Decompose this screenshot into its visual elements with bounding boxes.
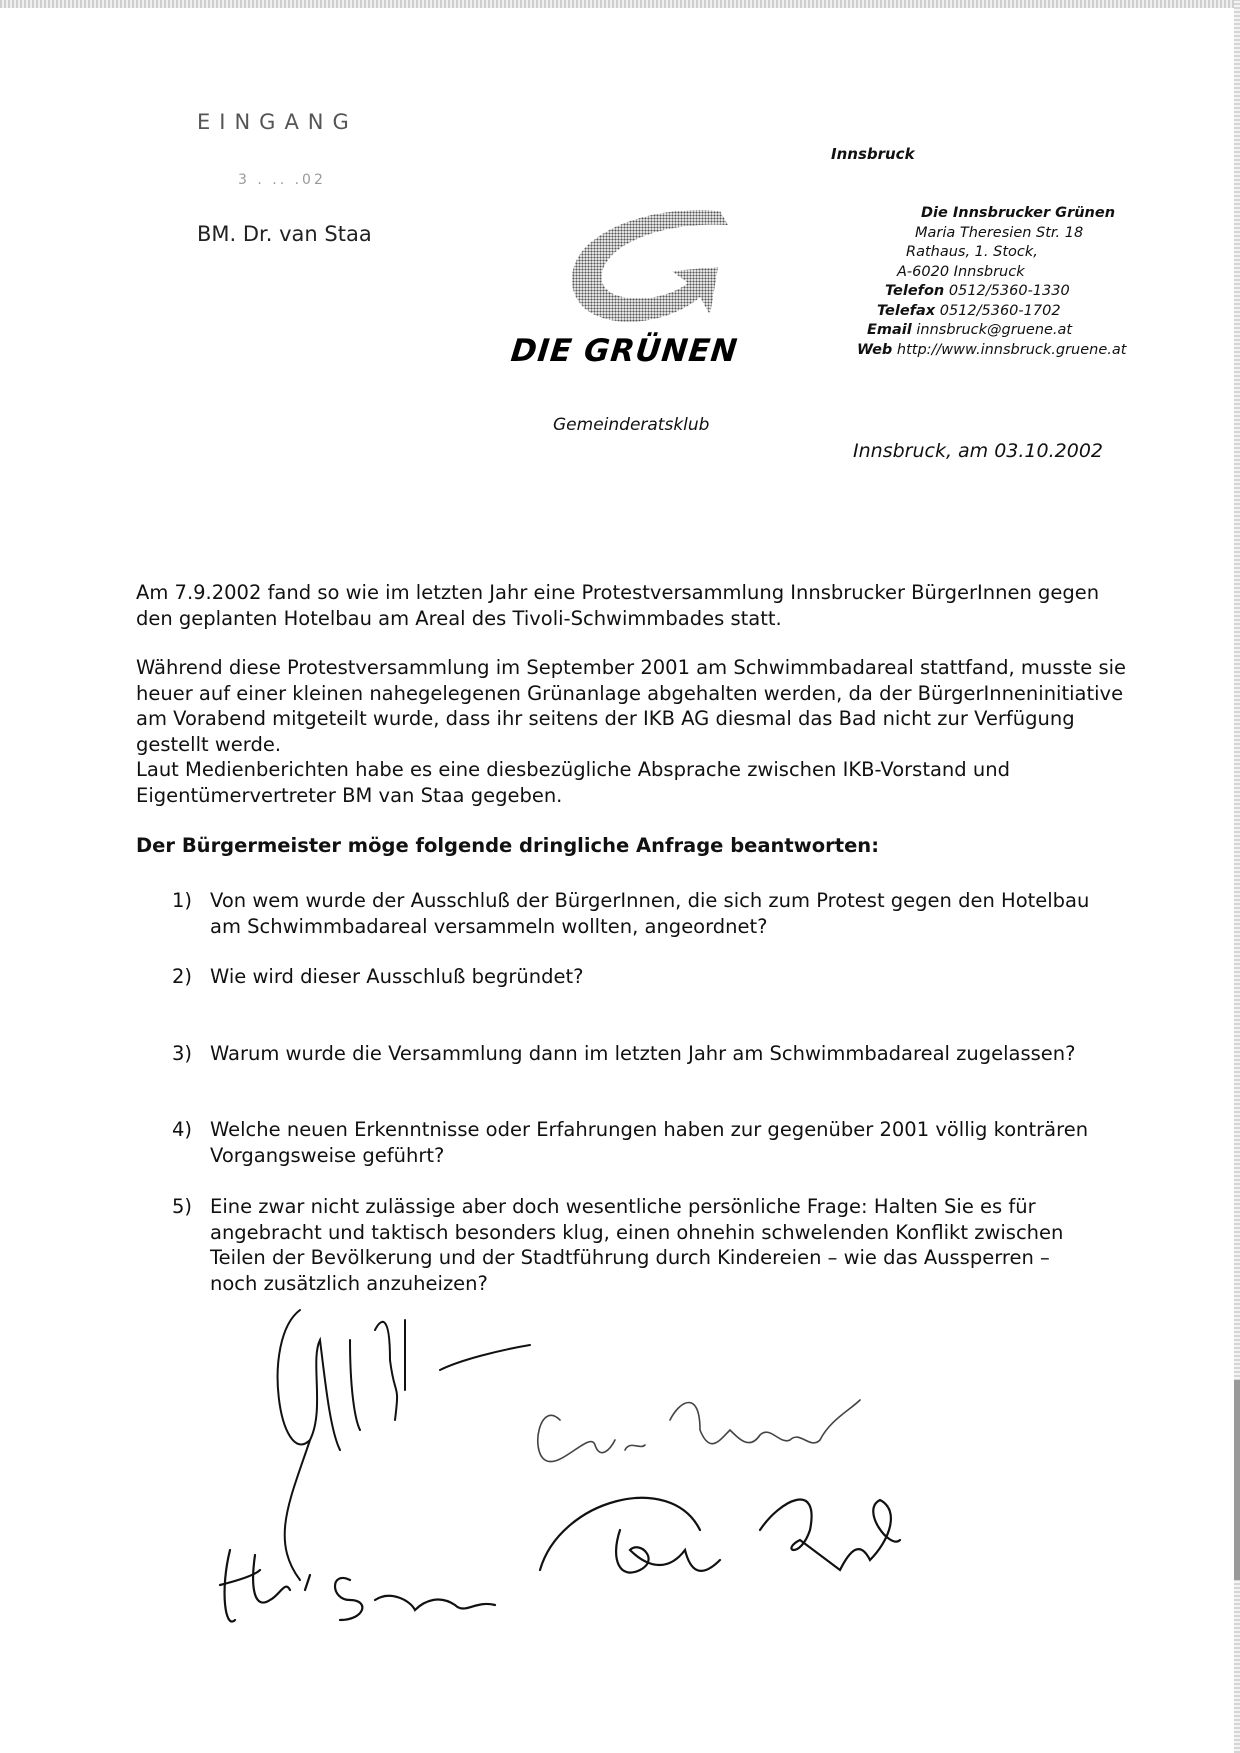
scan-edge-top xyxy=(0,0,1240,8)
question-number: 5) xyxy=(172,1195,193,1218)
signature-1 xyxy=(278,1310,530,1580)
paragraph-1: Am 7.9.2002 fand so wie im letzten Jahr eine Protestversammlung Innsbrucker BürgerInnen gegen den geplanten Hotelbau am Areal des Tivoli-Schwimmbades statt. xyxy=(136,581,1100,630)
question-4 xyxy=(172,1117,1102,1168)
party-logo-text: DIE GRÜNEN xyxy=(509,333,740,369)
letter-body xyxy=(136,580,1136,808)
received-stamp-date: 3 . .. .02 xyxy=(238,172,326,188)
question-1 xyxy=(172,888,1102,939)
letter-date: Innsbruck, am 03.10.2002 xyxy=(853,440,1104,462)
question-3 xyxy=(172,1041,1102,1067)
question-text: Von wem wurde der Ausschluß der BürgerInnen, die sich zum Protest gegen den Hotelbau am Schwimmbadareal versammeln wollten, angeordnet? xyxy=(210,889,1090,938)
address-fax: Telefax 0512/5360-1702 xyxy=(877,302,1061,319)
address-building: Rathaus, 1. Stock, xyxy=(906,244,1038,260)
question-heading: Der Bürgermeister möge folgende dringliche Anfrage beantworten: xyxy=(136,834,879,857)
club-name: Gemeinderatsklub xyxy=(553,415,710,435)
sender-address xyxy=(840,204,1150,360)
question-5 xyxy=(172,1194,1102,1296)
address-phone: Telefon 0512/5360-1330 xyxy=(885,283,1070,299)
signature-2 xyxy=(538,1400,860,1462)
question-text: Welche neuen Erkenntnisse oder Erfahrungen haben zur gegenüber 2001 völlig konträren Vorgangsweise geführt? xyxy=(210,1118,1089,1167)
question-number: 2) xyxy=(172,965,193,988)
signatures xyxy=(200,1300,1000,1650)
question-number: 1) xyxy=(172,889,193,912)
header-city: Innsbruck xyxy=(831,145,915,163)
signature-4 xyxy=(540,1498,900,1573)
question-text: Wie wird dieser Ausschluß begründet? xyxy=(210,965,584,988)
paragraph-2: Während diese Protestversammlung im September 2001 am Schwimmbadareal stattfand, musste sie heuer auf einer kleinen nahegelegenen Grünanlage abgehalten werden, da der BürgerInneninitiative am Vorabend mitgeteilt wurde, dass ihr seitens der IKB AG diesmal das Bad nicht zur Verfügung gestellt werde. xyxy=(136,656,1127,756)
signature-3 xyxy=(220,1550,495,1622)
scan-edge-shadow xyxy=(1234,1380,1240,1580)
received-stamp: EINGANG xyxy=(197,110,358,134)
paragraph-3: Laut Medienberichten habe es eine diesbezügliche Absprache zwischen IKB-Vorstand und Eigentümervertreter BM van Staa gegeben. xyxy=(136,758,1010,807)
question-2 xyxy=(172,964,1102,990)
question-text: Eine zwar nicht zulässige aber doch wesentliche persönliche Frage: Halten Sie es für angebracht und taktisch besonders klug, einen ohnehin schwelenden Konflikt zwischen Teilen der Bevölkerung und der Stadtführung durch Kindereien – wie das Aussperren – noch zusätzlich anzuheizen? xyxy=(210,1195,1064,1295)
address-postal: A-6020 Innsbruck xyxy=(897,263,1025,280)
question-number: 4) xyxy=(172,1118,193,1141)
recipient: BM. Dr. van Staa xyxy=(197,222,372,246)
address-org: Die Innsbrucker Grünen xyxy=(921,205,1116,221)
address-web: Web http://www.innsbruck.gruene.at xyxy=(857,341,1127,358)
party-logo-icon xyxy=(560,205,750,335)
address-street: Maria Theresien Str. 18 xyxy=(915,224,1084,241)
address-email: Email innsbruck@gruene.at xyxy=(867,322,1073,338)
question-text: Warum wurde die Versammlung dann im letzten Jahr am Schwimmbadareal zugelassen? xyxy=(210,1042,1076,1065)
question-number: 3) xyxy=(172,1042,193,1065)
